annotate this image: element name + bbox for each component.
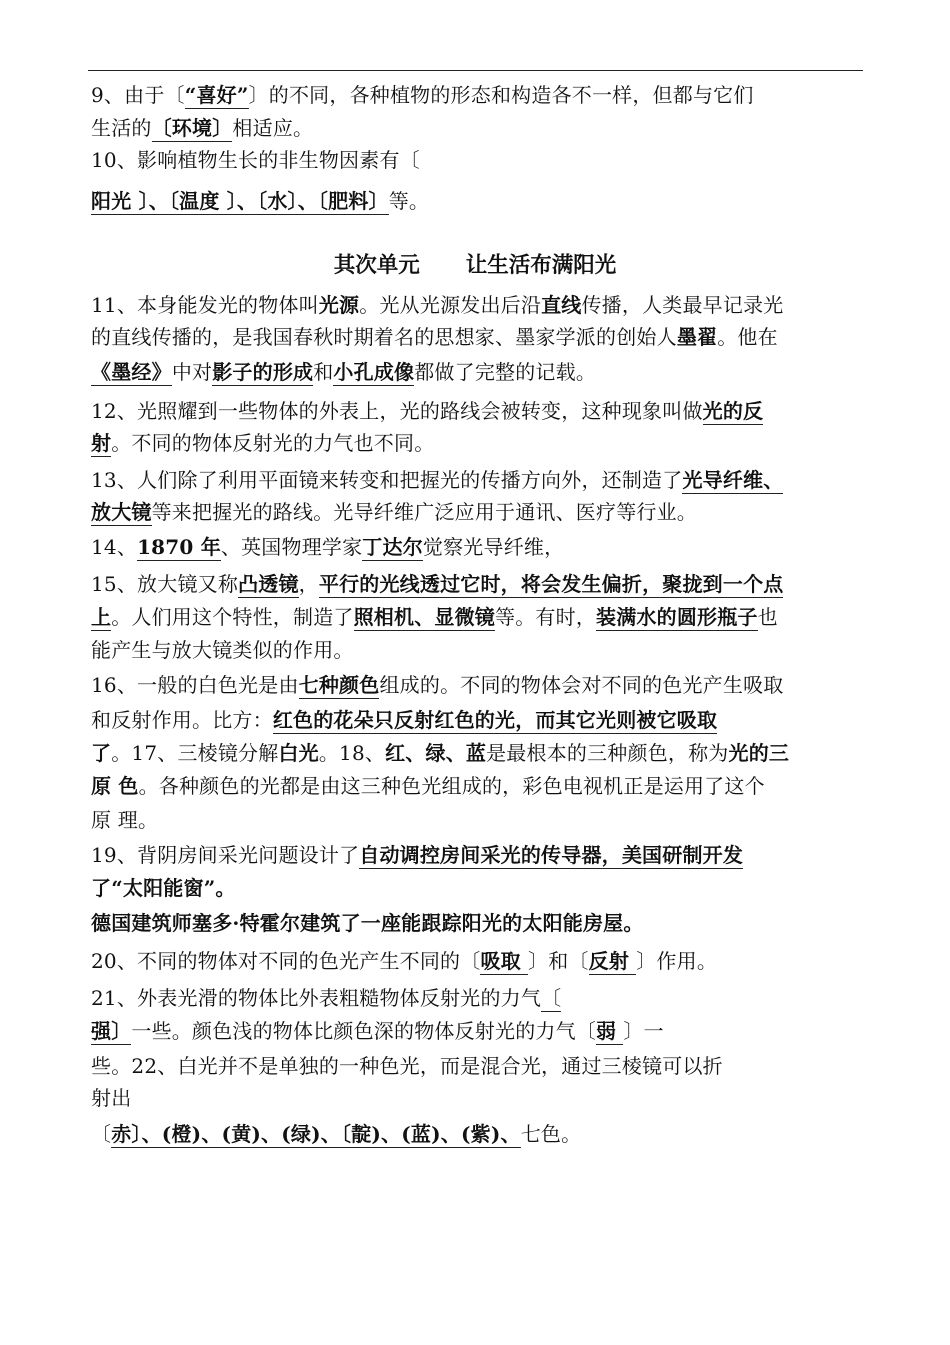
line-28 <box>91 1081 871 1115</box>
section-title <box>0 248 950 284</box>
line-21 <box>91 838 871 872</box>
section-title-part2: 让生活布满阳光 <box>465 253 617 278</box>
text-segment: 13、人们除了利用平面镜来转变和把握光的传播方向外，还制造了 <box>91 468 683 492</box>
text-segment: 19、背阴房间采光问题设计了 <box>91 843 360 867</box>
text-segment: 11、本身能发光的物体叫 <box>91 293 319 317</box>
text-segment: 组成的。不同的物体会对不同的色光产生吸取 <box>379 673 784 697</box>
line-5 <box>91 288 871 322</box>
text-segment: 光的三 <box>728 741 790 765</box>
text-segment: 等。 <box>388 189 430 213</box>
line-12 <box>91 530 871 564</box>
line-22 <box>91 871 871 905</box>
section-title-part1: 其次单元 <box>333 253 420 278</box>
text-segment: 〕作用。 <box>636 949 718 973</box>
line-4 <box>91 184 871 218</box>
text-segment: 〕和〔 <box>528 949 589 973</box>
line-26 <box>91 1014 871 1048</box>
answer-blank: 照相机、显微镜 <box>353 605 496 629</box>
text-segment: 16、一般的白色光是由 <box>91 673 299 697</box>
text-segment: 。他在 <box>717 325 778 349</box>
line-23 <box>91 906 871 940</box>
line-3 <box>91 143 871 177</box>
answer-blank: 光的反 <box>702 399 764 423</box>
answer-blank: 吸取 <box>480 949 529 973</box>
text-segment: 〕的不同，各种植物的形态和构造各不一样，但都与它们 <box>248 83 754 107</box>
text-segment: 。各种颜色的光都是由这三种色光组成的，彩色电视机正是运用了这个 <box>138 774 765 798</box>
text-segment: 和 <box>313 360 334 384</box>
line-20 <box>91 803 871 837</box>
text-segment: 。不同的物体反射光的力气也不同。 <box>111 431 435 455</box>
text-segment: 些。22、白光并不是单独的一种色光，而是混合光，通过三棱镜可以折 <box>91 1054 723 1078</box>
line-18 <box>91 736 871 770</box>
text-segment: 也 <box>757 605 778 629</box>
line-1 <box>91 78 871 112</box>
answer-blank: 红色的花朵只反射红色的光，而其它光则被它吸取 <box>272 708 718 732</box>
answer-blank: 装满水的圆形瓶子 <box>596 605 758 629</box>
text-segment: 的直线传播的，是我国春秋时期着名的思想家、墨家学派的创始人 <box>91 325 677 349</box>
text-segment: 光源 <box>318 293 360 317</box>
text-segment: 一些。颜色浅的物体比颜色深的物体反射光的力气〔 <box>131 1019 597 1043</box>
text-segment: 和反射作用。比方： <box>91 708 273 732</box>
text-segment: 〔 <box>91 1122 112 1146</box>
text-segment: 了“太阳能窗”。 <box>91 876 236 900</box>
text-segment: 。17、三棱镜分解 <box>111 741 279 765</box>
answer-blank: 射 <box>91 431 112 455</box>
text-segment: 〕一 <box>623 1019 664 1043</box>
text-segment: 都做了完整的记载。 <box>414 360 597 384</box>
answer-blank: 〔环境〕 <box>151 116 233 140</box>
text-segment: 9、由于〔 <box>91 83 185 107</box>
text-segment: 觉察光导纤维， <box>422 535 565 559</box>
line-19 <box>91 769 871 803</box>
text-segment: 等来把握光的路线。光导纤维广泛应用于通讯、医疗等行业。 <box>151 500 698 524</box>
line-11 <box>91 495 871 529</box>
answer-blank: 弱 <box>596 1019 624 1043</box>
line-27 <box>91 1049 871 1083</box>
answer-blank: 平行的光线透过它时，将会发生偏折，聚拢到一个点 <box>318 572 784 596</box>
answer-blank: 光导纤维、 <box>682 468 784 492</box>
answer-blank: 1870 年 <box>137 535 221 559</box>
answer-blank: 上 <box>91 605 112 629</box>
text-segment: 七色。 <box>520 1122 582 1146</box>
line-6 <box>91 320 871 354</box>
text-segment: 原 色 <box>91 774 139 798</box>
text-segment: 生活的 <box>91 116 152 140</box>
text-segment: 、英国物理学家 <box>220 535 363 559</box>
text-segment: 原 理。 <box>91 808 159 832</box>
text-segment: 直线 <box>541 293 582 317</box>
answer-blank: 自动调控房间采光的传导器，美国研制开发 <box>359 843 744 867</box>
line-14 <box>91 600 871 634</box>
answer-blank: 影子的形成 <box>212 360 314 384</box>
text-segment: 等。有时， <box>495 605 597 629</box>
line-8 <box>91 394 871 428</box>
text-segment: 12、光照耀到一些物体的外表上，光的路线会被转变，这种现象叫做 <box>91 399 703 423</box>
text-segment: 是最根本的三种颜色，称为 <box>486 741 729 765</box>
answer-blank: 〔 <box>541 986 562 1010</box>
text-segment: 14、 <box>91 535 138 559</box>
answer-blank: 阳光 〕、〔温度 〕、〔水〕、〔肥料〕 <box>91 189 389 213</box>
text-segment: 射出 <box>91 1086 132 1110</box>
line-25 <box>91 981 871 1015</box>
line-9 <box>91 426 871 460</box>
line-16 <box>91 668 871 702</box>
answer-blank: 凸透镜 <box>238 572 299 596</box>
line-15 <box>91 633 871 667</box>
text-segment: 20、不同的物体对不同的色光产生不同的〔 <box>91 949 481 973</box>
answer-blank: “喜好” <box>184 83 249 107</box>
answer-blank: 丁达尔 <box>362 535 423 559</box>
text-segment: 15、放大镜又称 <box>91 572 239 596</box>
answer-blank: 小孔成像 <box>333 360 415 384</box>
text-segment: 墨翟 <box>676 325 718 349</box>
answer-blank: 强〕 <box>91 1019 132 1043</box>
text-segment: ， <box>298 572 319 596</box>
text-segment: 能产生与放大镜类似的作用。 <box>91 638 354 662</box>
line-13 <box>91 567 871 601</box>
answer-blank: 《墨经》 <box>91 360 172 384</box>
header-rule <box>88 70 863 71</box>
answer-blank: 赤〕、(橙)、(黄)、(绿)、〔靛)、(蓝)、(紫)、 <box>111 1122 521 1146</box>
line-24 <box>91 944 871 978</box>
text-segment: 相适应。 <box>232 116 314 140</box>
line-17 <box>91 703 871 737</box>
text-segment: 传播，人类最早记录光 <box>581 293 784 317</box>
text-segment: 中对 <box>171 360 213 384</box>
line-7 <box>91 355 871 389</box>
answer-blank: 反射 <box>588 949 637 973</box>
text-segment: 21、外表光滑的物体比外表粗糙物体反射光的力气 <box>91 986 542 1010</box>
text-segment: 10、影响植物生长的非生物因素有〔 <box>91 148 420 172</box>
answer-blank: 七种颜色 <box>298 673 380 697</box>
text-segment: 德国建筑师塞多·特霍尔建筑了一座能跟踪阳光的太阳能房屋。 <box>91 911 644 935</box>
answer-blank: 放大镜 <box>91 500 152 524</box>
text-segment: 。光从光源发出后沿 <box>359 293 542 317</box>
line-10 <box>91 463 871 497</box>
line-29 <box>91 1117 871 1151</box>
line-2 <box>91 111 871 145</box>
text-segment: 。人们用这个特性，制造了 <box>111 605 354 629</box>
text-segment: 了 <box>91 741 112 765</box>
text-segment: 红、绿、蓝 <box>385 741 487 765</box>
text-segment: 白光 <box>278 741 319 765</box>
text-segment: 。18、 <box>318 741 386 765</box>
